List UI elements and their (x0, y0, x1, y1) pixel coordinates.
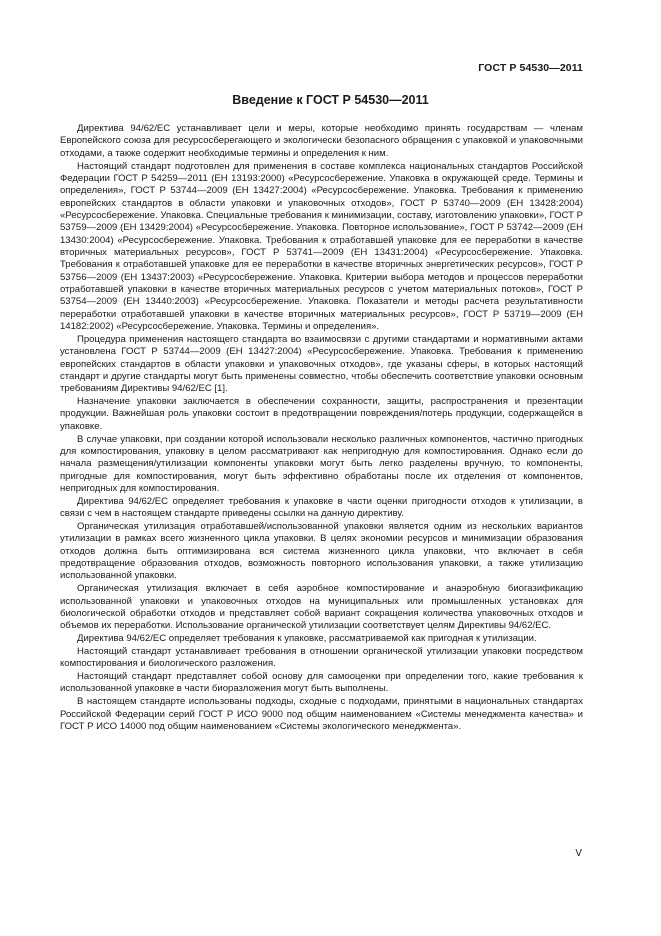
paragraph-multi-component: В случае упаковки, при создании которой использовали несколько различных компонентов, частично пригодных для компостирования, упаковку в целом рассматривают как непригодную для компостирования. Однако если до начала размещения/утилизации компоненты упаковки могут быть легко разделены вручную, то компоненты, пригодные для компостирования, могут быть эффективно обработаны после их отделения от компонентов, непригодных для компостирования. (60, 433, 583, 494)
page-number: V (575, 848, 582, 859)
paragraph-directive-goals: Директива 94/62/ЕС устанавливает цели и меры, которые необходимо принять государствам — членам Европейского союза для ресурсосберегающего и экологически безопасного обращения с упаковкой и упаковочными отходами, а также содержит необходимые термины и определения к ним. (60, 123, 583, 159)
paragraph-organic-recovery-option: Органическая утилизация отработавшей/использованной упаковки является одним из нескольких вариантов утилизации в рамках всего жизненного цикла упаковки. В целях экономии ресурсов и минимизации образования отходов должна быть оптимизирована вся система жизненного цикла упаковки, что включает в себя предотвращение образования отходов, возможность повторного использования упаковки, а также утилизацию использованной упаковки. (60, 521, 583, 582)
paragraph-directive-recovery: Директива 94/62/ЕС определяет требования к упаковке, рассматриваемой как пригодная к утилизации. (77, 633, 537, 645)
paragraph-application-procedure: Процедура применения настоящего стандарта во взаимосвязи с другими стандартами и нормативными актами установлена ГОСТ Р 53744—2009 (ЕН 13427:2004) «Ресурсосбережение. Упаковка. Требования к применению европейских стандартов в области упаковки и упаковочных отходов», где указаны сферы, в которых настоящий стандарт и другие стандарты могут быть применены совместно, чтобы обеспечить соответствие упаковки основным требованиям Директивы 94/62/ЕС [1]. (60, 333, 583, 395)
paragraph-organic-recovery-methods: Органическая утилизация включает в себя аэробное компостирование и анаэробную биогазификацию использованной упаковки и упаковочных отходов на муниципальных или промышленных установках для биологической обработки отходов и представляет собой вариант сокращения количества упаковочных отходов и объемов их переработки. Использование органической утилизации соответствует целям Директивы 94/62/ЕС. (60, 583, 583, 632)
body-text (60, 123, 583, 734)
paragraph-management-systems: В настоящем стандарте использованы подходы, сходные с подходами, принятыми в национальных стандартах Российской Федерации серий ГОСТ Р ИСО 9000 под общим наименованием «Системы менеджмента качества» и ГОСТ Р ИСО 14000 под общим наименованием «Системы экологического менеджмента». (60, 696, 583, 732)
section-title: Введение к ГОСТ Р 54530—2011 (232, 93, 429, 107)
paragraph-standards-complex: Настоящий стандарт подготовлен для применения в составе комплекса национальных стандартов Российской Федерации ГОСТ Р 54259—2011 (ЕН 13193:2000) «Ресурсосбережение. Упаковка в окружающей среде. Термины и определения», ГОСТ Р 53744—2009 (ЕН 13427:2004) «Ресурсосбережение. Упаковка. Требования к применению европейских стандартов в области упаковки и упаковочных отходов», ГОСТ Р 53740—2009 (ЕН 13428:2004) «Ресурсосбережение. Упаковка. Специальные требования к минимизации, составу, изготовлению упаковки», ГОСТ Р 53759—2009 (ЕН 13429:2004) «Ресурсосбережение. Упаковка. Повторное использование», ГОСТ Р 53742—2009 (ЕН 13430:2004) «Ресурсосбережение. Упаковка. Требования к отработавшей упаковке для ее переработки в качестве вторичных материальных ресурсов», ГОСТ Р 53741—2009 (ЕН 13431:2004) «Ресурсосбережение. Упаковка. Требования к отработавшей упаковке для ее переработки в качестве вторичных энергетических ресурсов», ГОСТ Р 53756—2009 (ЕН 13437:2003) «Ресурсосбережение. Упаковка. Критерии выбора методов и процессов переработки отработавшей упаковки в качестве вторичных материальных ресурсов с учетом материальных потоков», ГОСТ Р 53754—2009 (ЕН 13440:2003) «Ресурсосбережение. Упаковка. Показатели и методы расчета результативности переработки отработавшей упаковки в качестве вторичных материальных ресурсов», ГОСТ Р 53719—2009 (ЕН 14182:2002) «Ресурсосбережение. Упаковка. Термины и определения». (60, 160, 583, 332)
paragraph-packaging-purpose: Назначение упаковки заключается в обеспечении сохранности, защиты, распространения и презентации продукции. Важнейшая роль упаковки состоит в предотвращении повреждения/потерь продукции, содержащейся в упаковке. (60, 396, 583, 432)
paragraph-self-assessment: Настоящий стандарт представляет собой основу для самооценки при определении того, какие требования к использованной упаковке в части биоразложения могут быть выполнены. (60, 671, 583, 695)
document-code: ГОСТ Р 54530—2011 (478, 62, 583, 74)
paragraph-standard-scope: Настоящий стандарт устанавливает требования в отношении органической утилизации упаковки посредством компостирования и биологического разложения. (60, 645, 583, 670)
paragraph-directive-assessment: Директива 94/62/ЕС определяет требования к упаковке в части оценки пригодности отходов к утилизации, в связи с чем в настоящем стандарте приведены ссылки на данную директиву. (60, 495, 583, 520)
